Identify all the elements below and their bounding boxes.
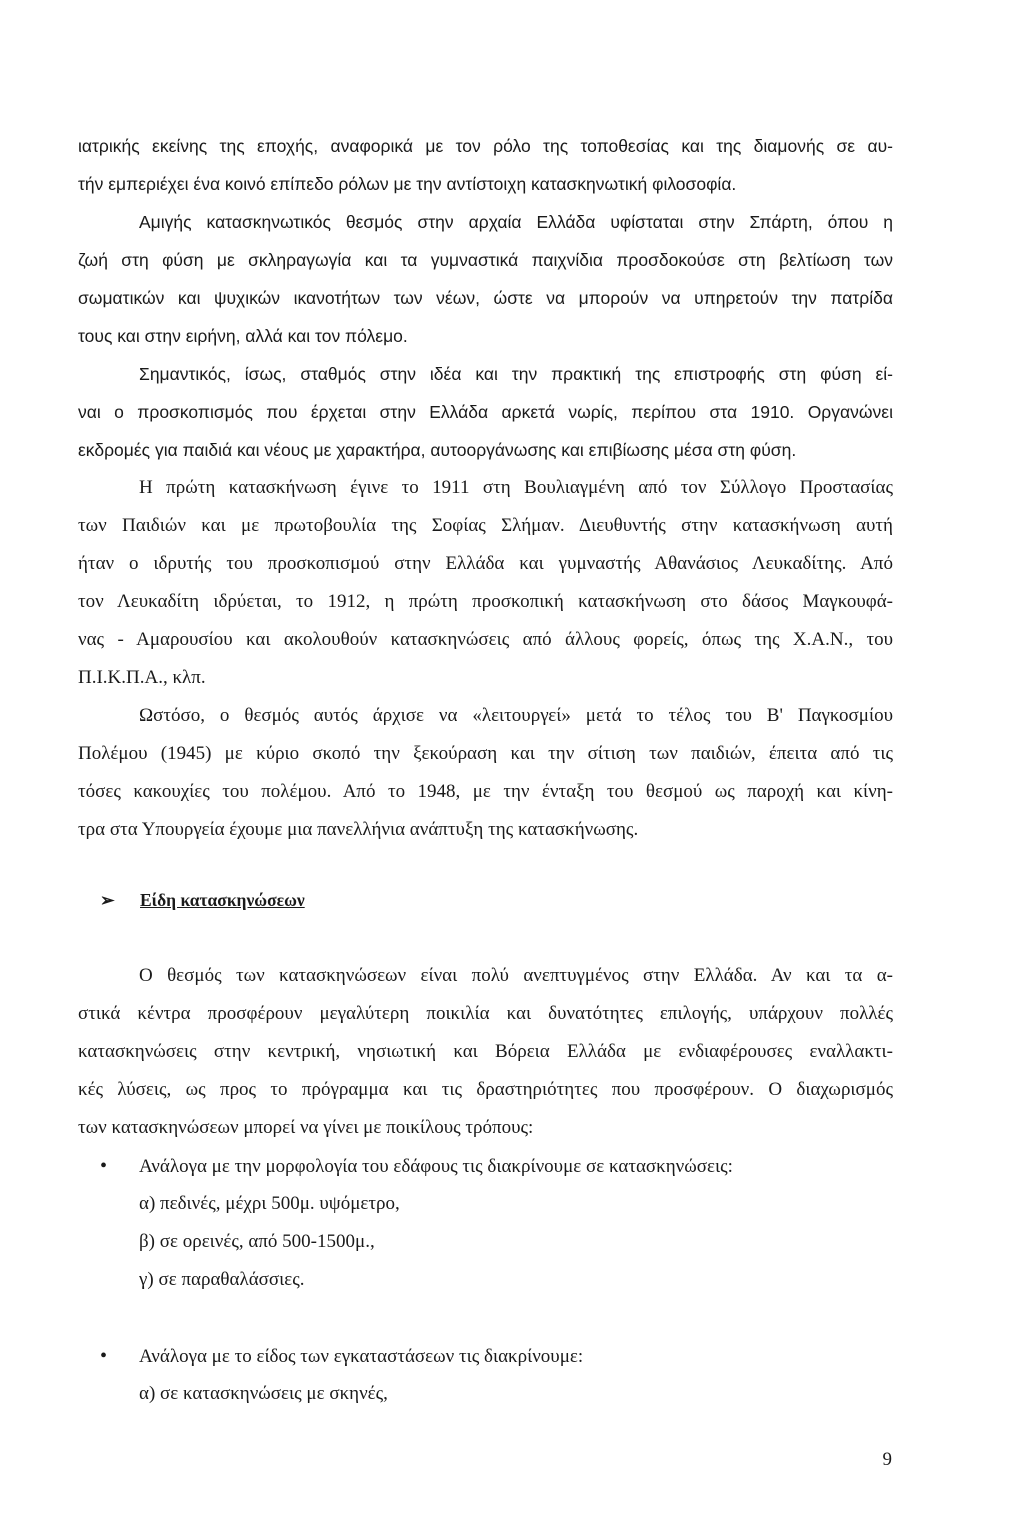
bullet-dot-icon: • [100,1345,108,1367]
bullet-text: Ανάλογα με την μορφολογία του εδάφους τις διακρίνουμε σε κατασκηνώσεις: [139,1156,733,1177]
paragraph-line: των κατασκηνώσεων μπορεί να γίνει με ποικίλους τρόπους: [78,1117,534,1138]
paragraph-line: νας - Αμαρουσίου και ακολουθούν κατασκηνώσεις από άλλους φορείς, όπως της Χ.Α.Ν., του [78,629,893,650]
sub-item: α) σε κατασκηνώσεις με σκηνές, [139,1383,388,1404]
paragraph-line: τους και στην ειρήνη, αλλά και τον πόλεμο. [78,326,408,346]
paragraph-line: σωματικών και ψυχικών ικανοτήτων των νέων, ώστε να μπορούν να υπηρετούν την πατρίδα [78,288,893,308]
bullet-item [100,1341,893,1371]
sub-item: α) πεδινές, μέχρι 500μ. υψόμετρο, [139,1193,400,1214]
sub-item: β) σε ορεινές, από 500-1500μ., [139,1231,375,1252]
paragraph-line: ζωή στη φύση με σκληραγωγία και τα γυμναστικά παιχνίδια προσδοκούσε στη βελτίωση των [78,250,893,270]
paragraph-line: ήταν ο ιδρυτής του προσκοπισμού στην Ελλάδα και γυμναστής Αθανάσιος Λευκαδίτης. Από [78,553,893,574]
paragraph-line: τρα στα Υπουργεία έχουμε μια πανελλήνια ανάπτυξη της κατασκήνωσης. [78,819,639,840]
paragraph-line: Π.Ι.Κ.Π.Α., κλπ. [78,667,206,688]
paragraph-line: των Παιδιών και με πρωτοβουλία της Σοφίας Σλήμαν. Διευθυντής στην κατασκήνωση αυτή [78,515,893,536]
paragraph-line: στικά κέντρα προσφέρουν μεγαλύτερη ποικιλία και δυνατότητες επιλογής, υπάρχουν πολλές [78,1003,893,1024]
paragraph-line: κές λύσεις, ως προς το πρόγραμμα και τις δραστηριότητες που προσφέρουν. Ο διαχωρισμός [78,1079,893,1100]
paragraph-line: Σημαντικός, ίσως, σταθμός στην ιδέα και την πρακτική της επιστροφής στη φύση εί- [139,364,893,384]
paragraph-line: κατασκηνώσεις στην κεντρική, νησιωτική και Βόρεια Ελλάδα με ενδιαφέρουσες εναλλακτι- [78,1041,893,1062]
paragraph-line: τον Λευκαδίτη ιδρύεται, το 1912, η πρώτη προσκοπική κατασκήνωση στο δάσος Μαγκουφά- [78,591,893,612]
paragraph-line: Πολέμου (1945) με κύριο σκοπό την ξεκούραση και την σίτιση των παιδιών, έπειτα από τις [78,743,893,764]
paragraph-line: Ωστόσο, ο θεσμός αυτός άρχισε να «λειτουργεί» μετά το τέλος του Β' Παγκοσμίου [139,705,893,726]
paragraph-line: ιατρικής εκείνης της εποχής, αναφορικά με τον ρόλο της τοποθεσίας και της διαμονής σε αυ- [78,136,893,156]
paragraph-line: ναι ο προσκοπισμός που έρχεται στην Ελλάδα αρκετά νωρίς, περίπου στα 1910. Οργανώνει [78,402,893,422]
paragraph-line: εκδρομές για παιδιά και νέους με χαρακτήρα, αυτοοργάνωσης και επιβίωσης μέσα στη φύση. [78,440,797,460]
section-title: Είδη κατασκηνώσεων [140,890,305,910]
section-heading [100,885,305,915]
paragraph-line: τήν εμπεριέχει ένα κοινό επίπεδο ρόλων με την αντίστοιχη κατασκηνωτική φιλοσοφία. [78,174,737,194]
page-number: 9 [882,1449,892,1470]
paragraph-line: Αμιγής κατασκηνωτικός θεσμός στην αρχαία Ελλάδα υφίσταται στην Σπάρτη, όπου η [139,212,893,232]
sub-item: γ) σε παραθαλάσσιες. [139,1269,305,1290]
bullet-dot-icon: • [100,1155,108,1177]
paragraph-line: Ο θεσμός των κατασκηνώσεων είναι πολύ ανεπτυγμένος στην Ελλάδα. Αν και τα α- [139,965,893,986]
bullet-item [100,1151,893,1181]
paragraph-line: Η πρώτη κατασκήνωση έγινε το 1911 στη Βουλιαγμένη από τον Σύλλογο Προστασίας [139,477,893,498]
arrow-bullet-icon: ➢ [100,890,115,910]
bullet-text: Ανάλογα με το είδος των εγκαταστάσεων τις διακρίνουμε: [139,1346,584,1367]
paragraph-line: τόσες κακουχίες του πολέμου. Από το 1948, με την ένταξη του θεσμού ως παροχή και κίνη- [78,781,893,802]
